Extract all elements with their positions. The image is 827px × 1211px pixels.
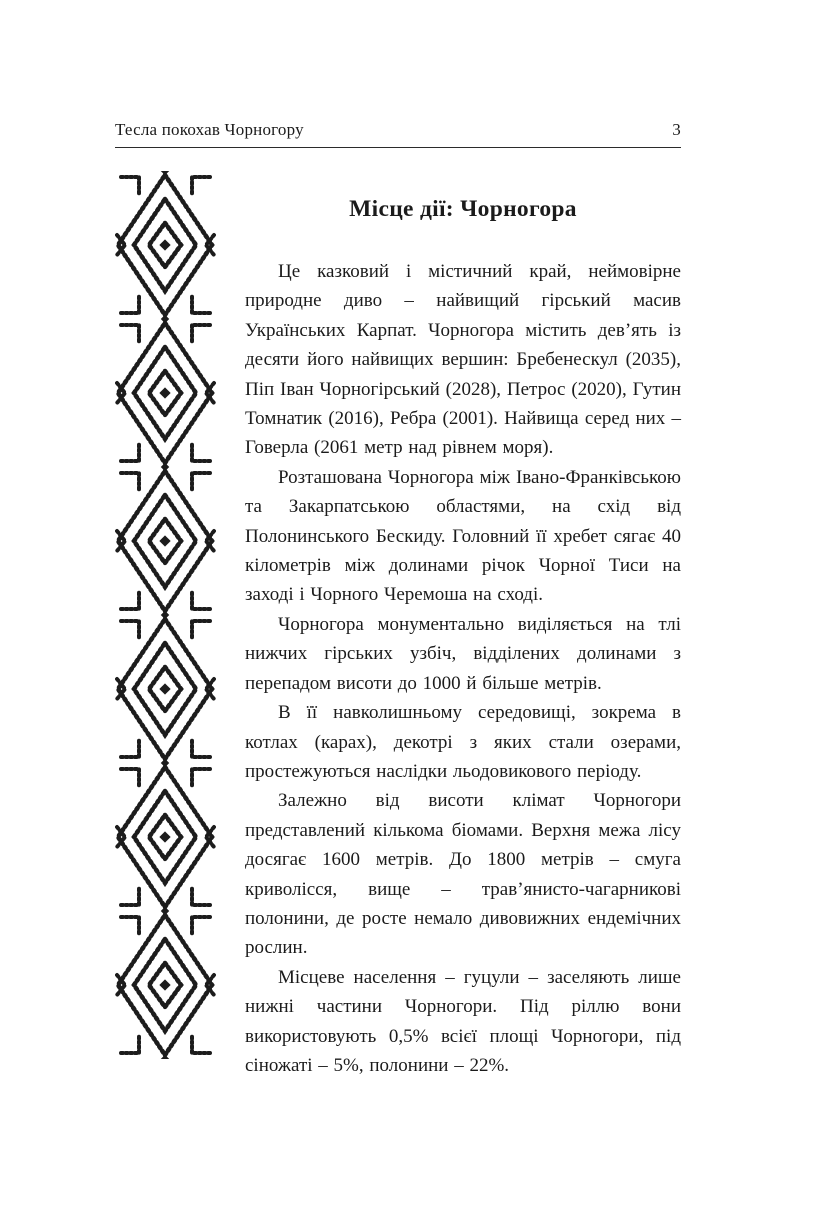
paragraph-4: В її навколишньому середовищі, зокрема в котлах (карах), декотрі з яких стали озерами, простежуються наслідки льодовикового періоду. [245, 702, 681, 782]
running-header [115, 120, 681, 148]
paragraph-6: Місцеве населення – гуцули – заселяють лише нижні частини Чорногори. Під ріллю вони використовують 0,5% всієї площі Чорногори, під сіножаті – 5%, полонини – 22%. [245, 966, 681, 1076]
paragraph-5: Залежно від висоти клімат Чорногори представлений кількома біомами. Верхня межа лісу досягає 1600 метрів. До 1800 метрів – смуга криволісся, вище – трав’янисто-чагарникові полонини, де росте немало дивовижних ендемічних рослин. [245, 790, 681, 959]
paragraph-1: Це казковий і містичний край, неймовірне природне диво – найвищий гірський масив Українських Карпат. Чорногора містить дев’ять із десяти його найвищих вершин: Бребенескул (2035), Піп Іван Чорногірський (2028), Петрос (2020), Гутин Томнатик (2016), Ребра (2001). Найвища серед них – Говерла (2061 метр над рівнем моря). [245, 261, 681, 459]
paragraph-2: Розташована Чорногора між Івано-Франківською та Закарпатською областями, на схід від Полонинського Бескиду. Головний її хребет сягає 40 кілометрів між долинами річок Чорної Тиси на заході і Чорного Черемоша на сході. [245, 466, 681, 606]
chapter-title: Місце дії: Чорногора [349, 196, 577, 222]
paragraph-3: Чорногора монументально виділяється на тлі нижчих гірських узбіч, відділених долинами з перепадом висоти до 1000 й більше метрів. [245, 613, 681, 694]
article-body [245, 196, 681, 1080]
page-number: 3 [672, 120, 681, 139]
vyshyvanka-ornament-icon [115, 171, 216, 1059]
running-header-title: Тесла покохав Чорногору [115, 120, 304, 139]
